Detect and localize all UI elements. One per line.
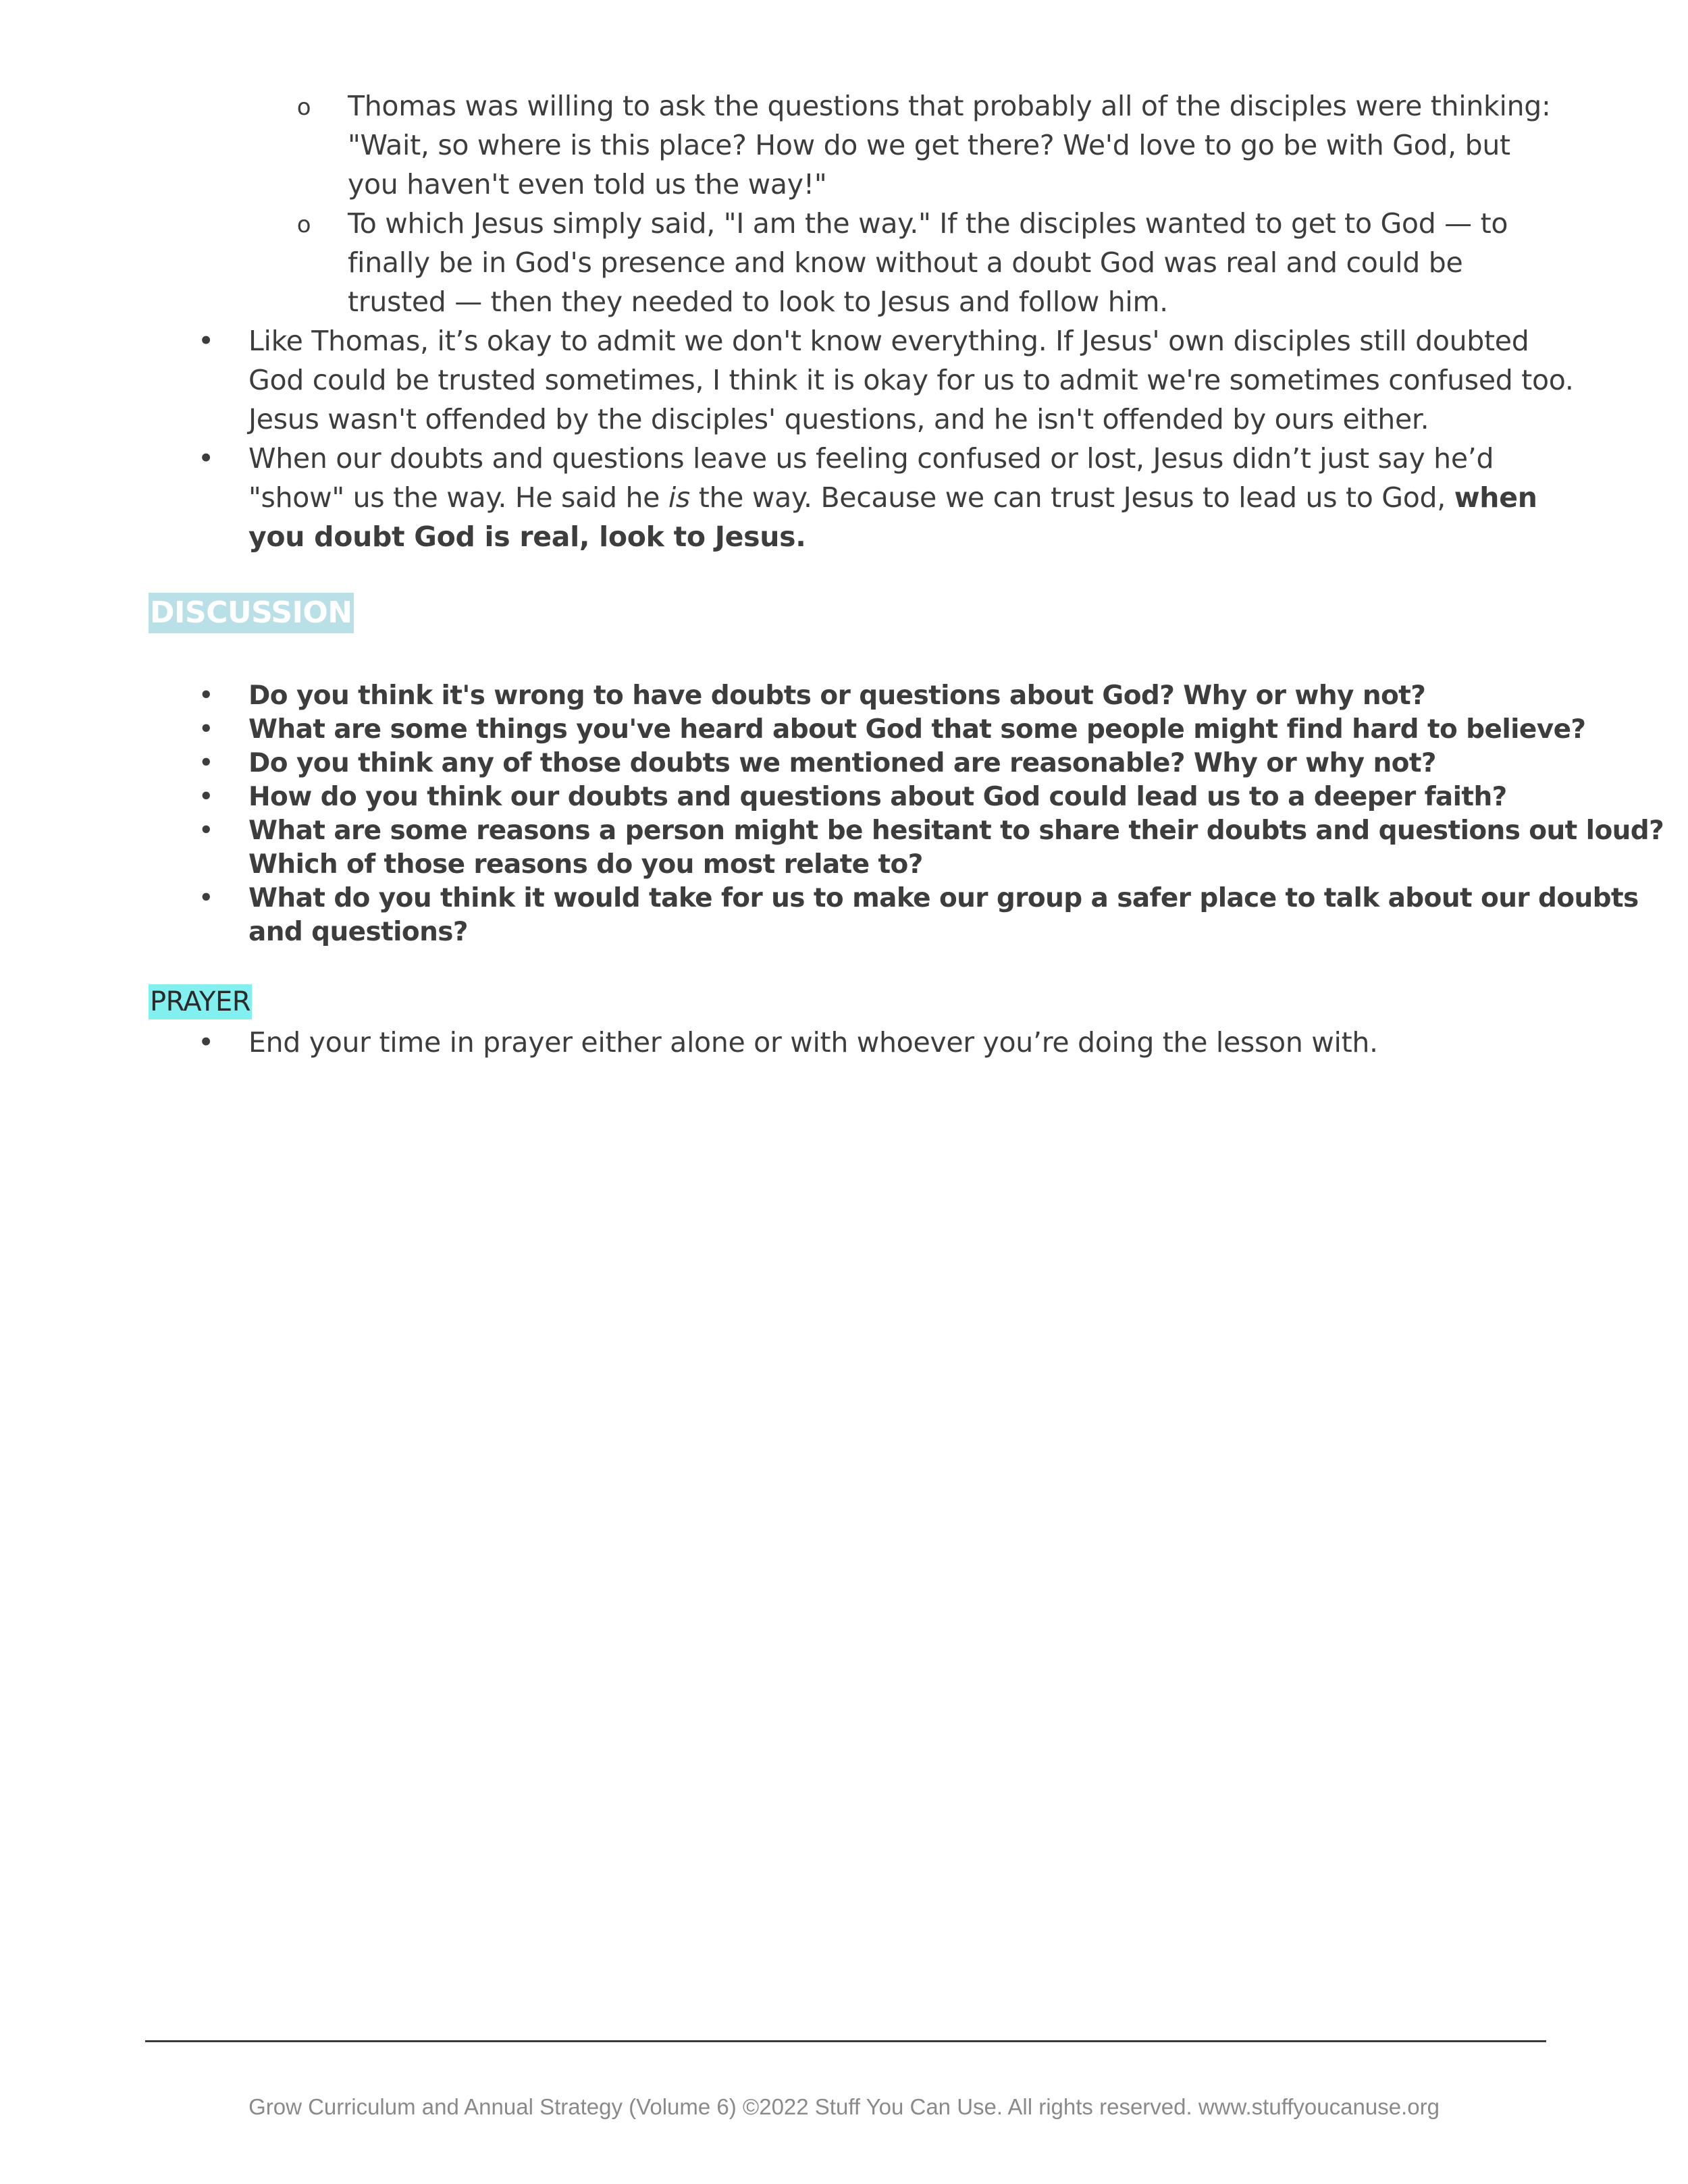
sub-bullet-text xyxy=(348,204,1508,321)
footer-divider xyxy=(145,2040,1546,2042)
text-line: When our doubts and questions leave us feeling confused or lost, Jesus didn’t just say he’d xyxy=(248,442,1494,475)
prayer-heading: PRAYER xyxy=(149,984,252,1019)
key-point-line: you doubt God is real, look to Jesus. xyxy=(248,521,806,553)
text-line: "Wait, so where is this place? How do we get there? We'd love to go be with God, but xyxy=(348,129,1510,161)
bullet-marker: • xyxy=(198,816,214,846)
bullet-marker: • xyxy=(198,325,214,357)
bullet-marker: • xyxy=(198,748,214,778)
text-line: How do you think our doubts and questions about God could lead us to a deeper faith? xyxy=(248,782,1507,812)
bullet-text xyxy=(248,321,1574,439)
question-text xyxy=(248,780,1507,814)
text-line: Do you think any of those doubts we mentioned are reasonable? Why or why not? xyxy=(248,748,1436,778)
question-text xyxy=(248,713,1585,747)
text-line xyxy=(248,478,1537,517)
text-line: What are some things you've heard about God that some people might find hard to believe? xyxy=(248,714,1586,745)
text-run: the way. Because we can trust Jesus to lead us to God, xyxy=(689,481,1454,514)
text-line: God could be trusted sometimes, I think it is okay for us to admit we're sometimes confused too. xyxy=(248,364,1574,396)
text-line: Do you think it's wrong to have doubts or questions about God? Why or why not? xyxy=(248,681,1426,711)
text-line: trusted — then they needed to look to Jesus and follow him. xyxy=(348,286,1168,318)
question-text xyxy=(248,747,1436,780)
footer-copyright: Grow Curriculum and Annual Strategy (Volume 6) ©2022 Stuff You Can Use. All rights reserved. www.stuffyoucanuse.org xyxy=(248,2094,1440,2119)
question-text xyxy=(248,679,1425,713)
text-line: What do you think it would take for us to make our group a safer place to talk about our doubts xyxy=(248,883,1639,913)
text-line: Which of those reasons do you most relate to? xyxy=(248,849,923,880)
bullet-text xyxy=(248,439,1537,556)
sub-bullet-marker: o xyxy=(296,211,311,238)
question-text xyxy=(248,814,1664,882)
bullet-marker: • xyxy=(198,714,214,745)
emphasis-text: is xyxy=(668,481,690,514)
bullet-marker: • xyxy=(198,442,214,475)
bullet-marker: • xyxy=(198,1026,214,1059)
text-line: Thomas was willing to ask the questions that probably all of the disciples were thinking: xyxy=(348,90,1551,122)
bullet-marker: • xyxy=(198,681,214,711)
text-line: To which Jesus simply said, "I am the way." If the disciples wanted to get to God — to xyxy=(348,207,1508,240)
text-line: and questions? xyxy=(248,917,468,947)
text-line: finally be in God's presence and know without a doubt God was real and could be xyxy=(348,246,1463,279)
text-line: Jesus wasn't offended by the disciples' questions, and he isn't offended by ours either. xyxy=(248,403,1429,435)
sub-bullet-text xyxy=(348,86,1551,204)
bullet-marker: • xyxy=(198,782,214,812)
question-text xyxy=(248,882,1639,949)
text-line: What are some reasons a person might be hesitant to share their doubts and questions out loud? xyxy=(248,816,1664,846)
key-point-text: when xyxy=(1454,481,1537,514)
text-line: Like Thomas, it’s okay to admit we don't know everything. If Jesus' own disciples still doubted xyxy=(248,325,1529,357)
text-line: you haven't even told us the way!" xyxy=(348,168,827,201)
sub-bullet-marker: o xyxy=(296,94,311,121)
bullet-marker: • xyxy=(198,883,214,913)
prayer-text: End your time in prayer either alone or with whoever you’re doing the lesson with. xyxy=(248,1026,1378,1059)
discussion-heading: DISCUSSION xyxy=(149,593,354,633)
text-run: "show" us the way. He said he xyxy=(248,481,668,514)
